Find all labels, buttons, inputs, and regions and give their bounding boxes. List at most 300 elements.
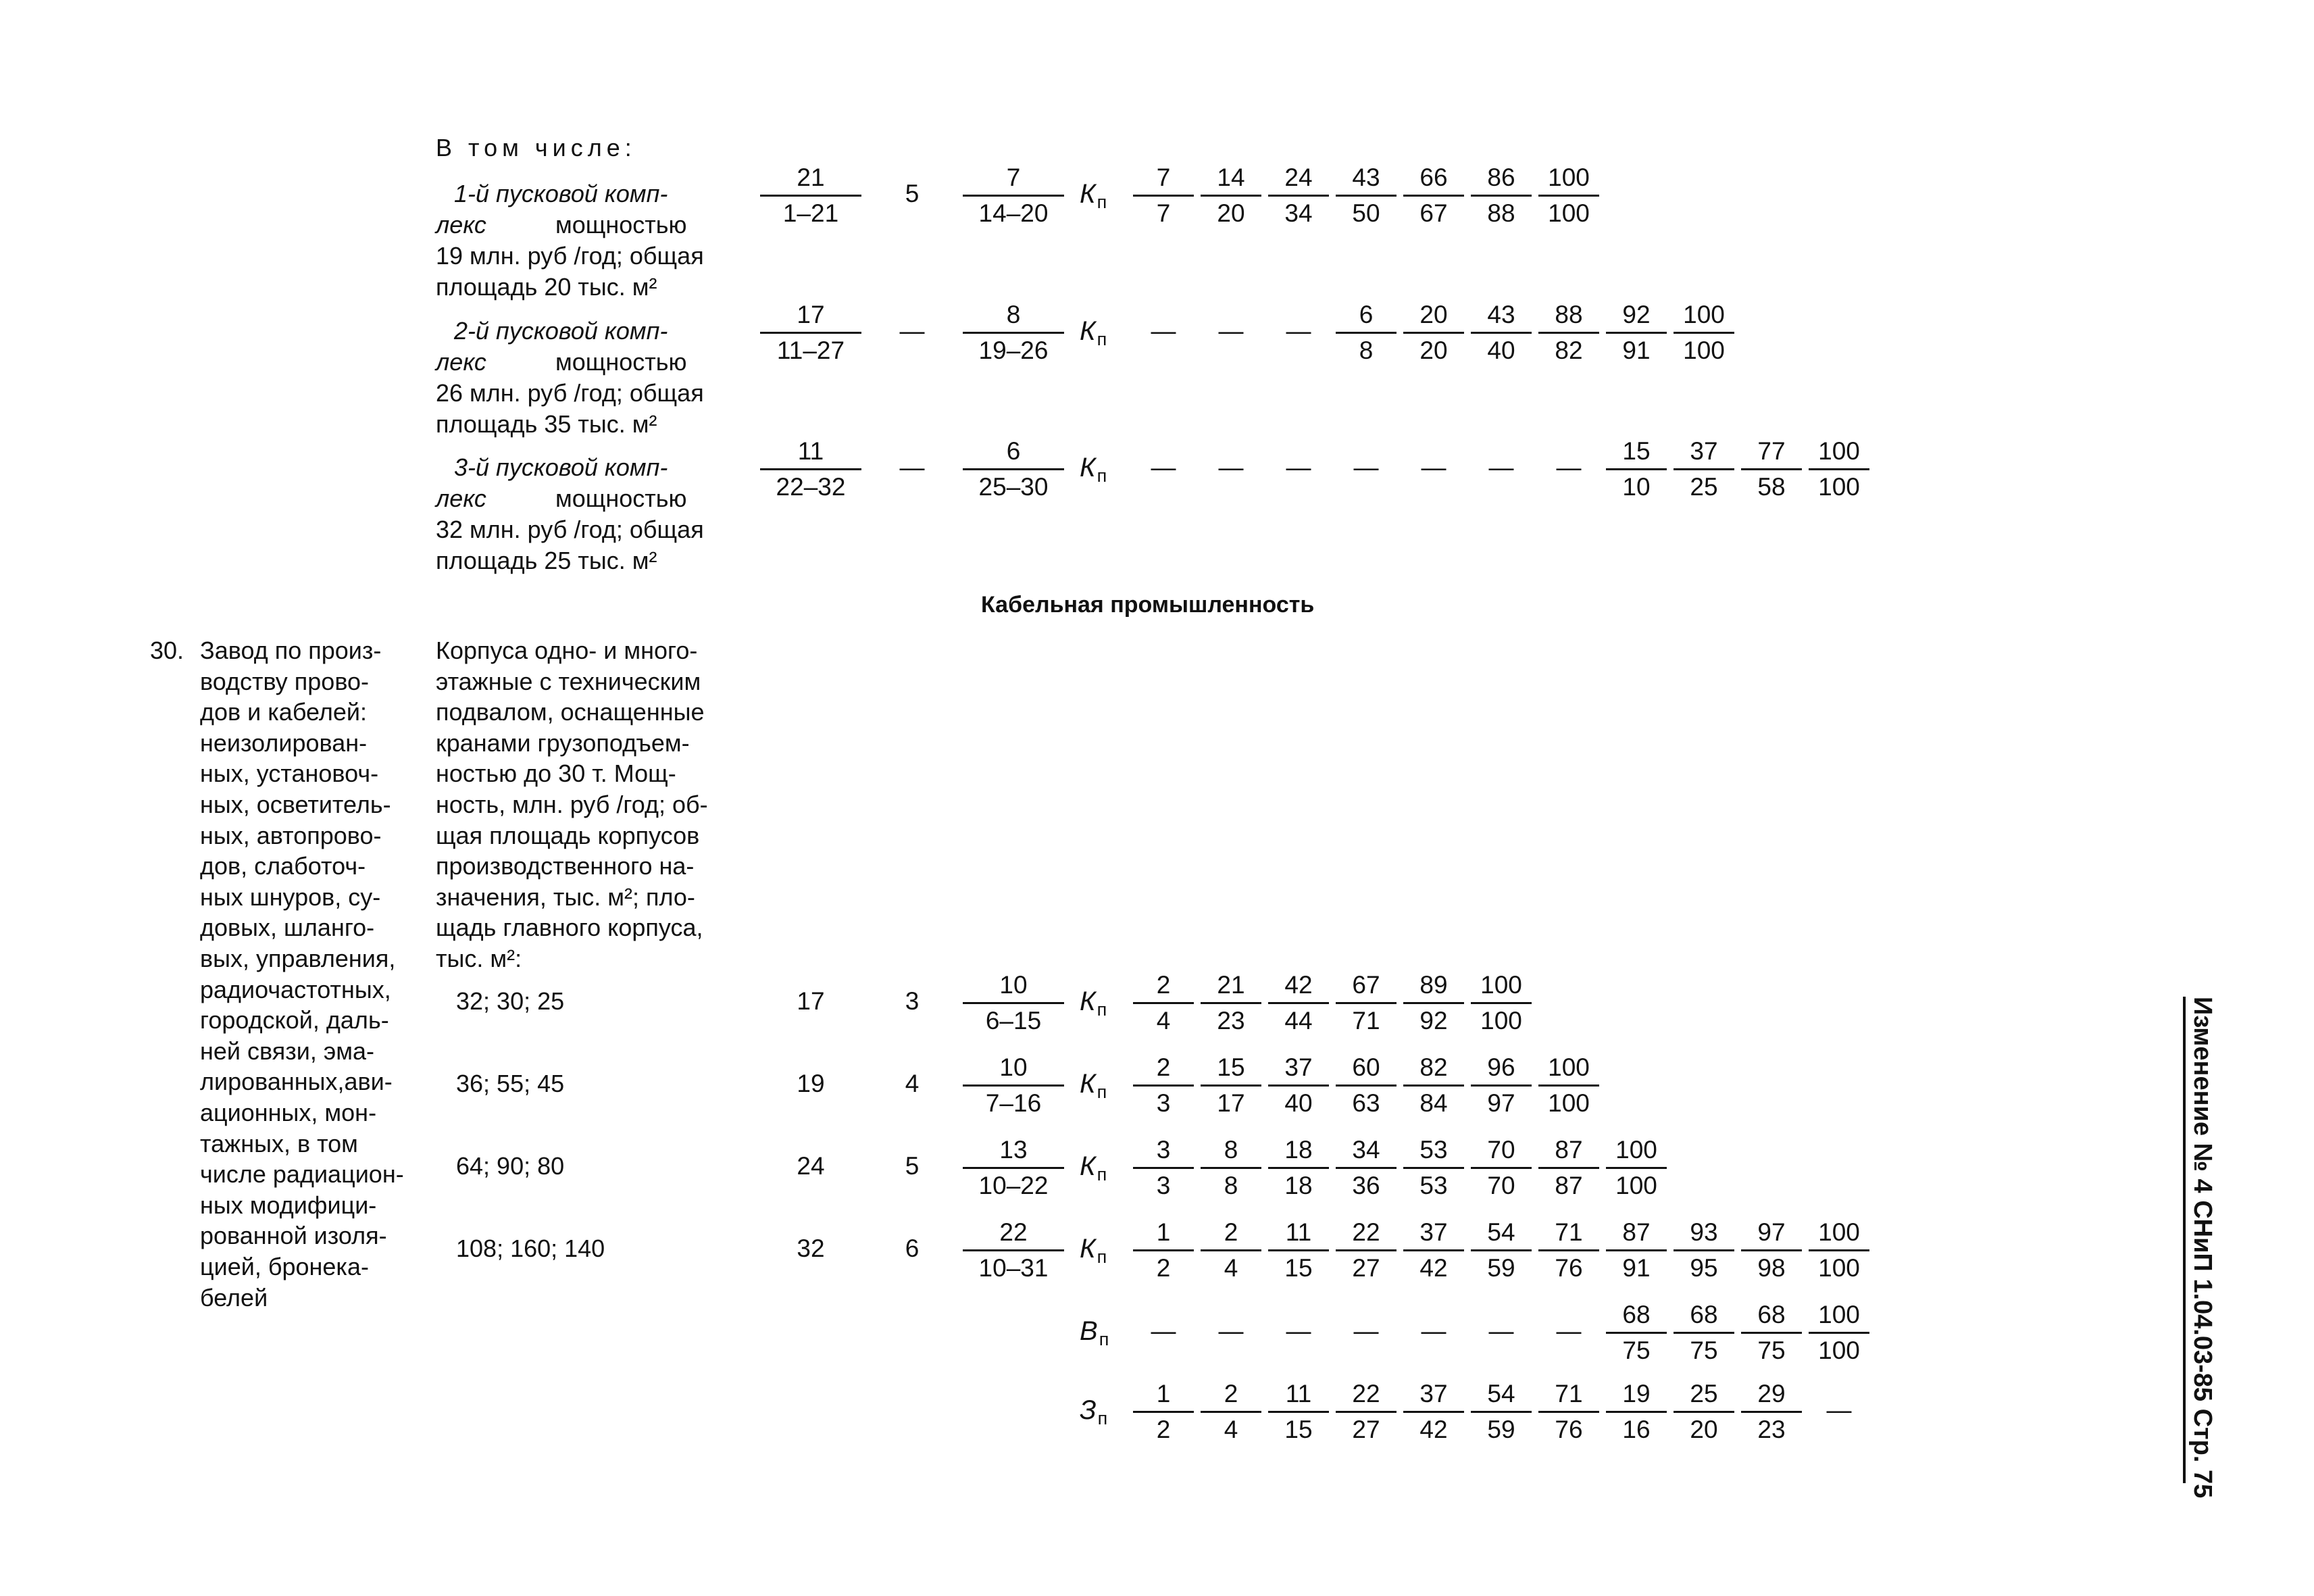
cell-fraction <box>1268 1052 1329 1119</box>
cell-fraction-numerator: 100 <box>1538 162 1599 197</box>
row-capacity-label: 32; 30; 25 <box>456 987 565 1015</box>
empty-cell: — <box>1218 317 1244 345</box>
item-number: 30. <box>150 637 184 664</box>
cell-fraction-denominator: 53 <box>1419 1172 1448 1199</box>
empty-cell: — <box>1218 453 1244 481</box>
section-line: 32 млн. руб /год; общая <box>436 516 704 543</box>
cell-fraction-numerator: 100 <box>1606 1134 1667 1169</box>
cell-fraction-denominator: 98 <box>1757 1254 1786 1282</box>
coef-kp: $К_п$ <box>1080 453 1107 486</box>
cell-fraction <box>1606 1217 1667 1284</box>
cell-fraction-numerator: 68 <box>1606 1299 1667 1334</box>
cell-fraction-denominator: 75 <box>1622 1337 1651 1364</box>
row-value-2: 6 <box>905 1235 920 1262</box>
item30-name-line: ных, осветитель- <box>200 791 391 818</box>
cell-fraction-numerator: 25 <box>1674 1378 1734 1413</box>
cell-fraction <box>1809 1299 1869 1366</box>
cell-fraction <box>1471 1052 1532 1119</box>
cell-fraction-denominator: 8 <box>1359 336 1374 364</box>
cell-fraction-numerator: 42 <box>1268 970 1329 1004</box>
cell-fraction-numerator: 93 <box>1674 1217 1734 1251</box>
row-value-2: 5 <box>905 1152 920 1180</box>
cell-fraction <box>1268 1134 1329 1201</box>
cell-fraction-numerator: 37 <box>1674 436 1734 470</box>
row-duration-frac-denominator: 10–31 <box>978 1254 1049 1282</box>
cell-fraction <box>1336 1052 1397 1119</box>
row-capacity-label: 108; 160; 140 <box>456 1235 605 1262</box>
row-duration-frac-numerator: 22 <box>963 1217 1064 1251</box>
row-duration-frac-denominator: 7–16 <box>985 1089 1042 1117</box>
item30-name-line: ных, автопрово- <box>200 821 382 849</box>
item30-name-line: рованной изоля- <box>200 1222 387 1250</box>
cell-fraction-denominator: 50 <box>1352 199 1380 227</box>
item30-name-line: неизолирован- <box>200 728 368 757</box>
section-title: 2-й пусковой комп- <box>454 317 668 345</box>
cell-fraction-numerator: 60 <box>1336 1052 1397 1087</box>
item30-name-line: ных, установоч- <box>200 759 379 788</box>
cell-fraction <box>1741 1217 1802 1284</box>
cell-fraction-denominator: 15 <box>1284 1416 1313 1443</box>
cell-fraction-denominator: 59 <box>1487 1254 1515 1282</box>
empty-cell: — <box>1353 1317 1379 1345</box>
cell-fraction <box>1538 162 1599 229</box>
cell-fraction <box>1606 299 1667 366</box>
cell-fraction-denominator: 27 <box>1352 1416 1380 1443</box>
item30-name-line: дов, слаботоч- <box>200 852 366 880</box>
cell-fraction-numerator: 20 <box>1403 299 1464 334</box>
cell-fraction-denominator: 44 <box>1284 1007 1313 1034</box>
coef-kp: $К_п$ <box>1080 1069 1107 1102</box>
cell-fraction-numerator: 2 <box>1201 1217 1261 1251</box>
cell-fraction-numerator: 66 <box>1403 162 1464 197</box>
cell-fraction-denominator: 63 <box>1352 1089 1380 1117</box>
section-frac-a-denominator: 11–27 <box>776 336 845 364</box>
item30-desc-line: этажные с техническим <box>436 667 701 695</box>
cell-fraction <box>1403 1378 1464 1445</box>
item30-name-line: цией, бронека- <box>200 1253 369 1280</box>
cell-fraction <box>1268 1217 1329 1284</box>
cell-fraction <box>1809 1217 1869 1284</box>
item30-name-line: ационных, мон- <box>200 1099 377 1126</box>
item30-desc-line: ность, млн. руб /год; об- <box>436 791 708 818</box>
cell-fraction-numerator: 2 <box>1133 970 1194 1004</box>
item30-name-line: городской, даль- <box>200 1006 389 1034</box>
cell-fraction-denominator: 71 <box>1352 1007 1380 1034</box>
cell-fraction <box>1741 1299 1802 1366</box>
item30-desc-line: производственного на- <box>436 852 695 880</box>
cell-fraction <box>1471 1217 1532 1284</box>
cell-fraction-denominator: 82 <box>1555 336 1583 364</box>
cell-fraction <box>1133 1217 1194 1284</box>
row-duration-frac <box>963 1052 1064 1119</box>
cell-fraction <box>1471 1134 1532 1201</box>
cell-fraction-numerator: 7 <box>1133 162 1194 197</box>
cell-fraction-denominator: 4 <box>1224 1416 1238 1443</box>
cell-fraction <box>1809 436 1869 503</box>
empty-cell: — <box>1421 453 1447 481</box>
cell-fraction-denominator: 100 <box>1818 1254 1860 1282</box>
coef-kp: $К_п$ <box>1080 1151 1107 1184</box>
cell-fraction-denominator: 97 <box>1487 1089 1515 1117</box>
cell-fraction-denominator: 100 <box>1615 1172 1657 1199</box>
cell-fraction-denominator: 18 <box>1284 1172 1313 1199</box>
section-frac-b <box>963 162 1064 229</box>
empty-cell: — <box>1218 1317 1244 1345</box>
section-line: лекс <box>436 484 486 512</box>
section-frac-b-denominator: 25–30 <box>978 473 1049 501</box>
section-frac-a-numerator: 11 <box>760 436 861 470</box>
item30-name-line: ней связи, эма- <box>200 1037 374 1065</box>
cell-fraction-denominator: 67 <box>1419 199 1448 227</box>
cell-fraction <box>1674 299 1734 366</box>
item30-name-line: ных модифици- <box>200 1191 377 1219</box>
cell-fraction-denominator: 92 <box>1419 1007 1448 1034</box>
empty-cell: — <box>1826 1396 1852 1424</box>
cell-fraction-denominator: 4 <box>1156 1007 1171 1034</box>
coef-bp-subscript: п <box>1099 1329 1109 1349</box>
cell-fraction-numerator: 22 <box>1336 1217 1397 1251</box>
cell-fraction-numerator: 100 <box>1809 436 1869 470</box>
section-frac-b-numerator: 7 <box>963 162 1064 197</box>
coef-kp-subscript: п <box>1097 466 1107 486</box>
cell-fraction <box>1336 970 1397 1037</box>
cell-fraction-numerator: 71 <box>1538 1217 1599 1251</box>
cell-fraction-numerator: 100 <box>1538 1052 1599 1087</box>
cell-fraction-numerator: 68 <box>1674 1299 1734 1334</box>
cable-industry-heading: Кабельная промышленность <box>981 592 1315 618</box>
cell-fraction-denominator: 88 <box>1487 199 1515 227</box>
section-line: мощностью <box>555 484 687 512</box>
cell-fraction <box>1538 1217 1599 1284</box>
item30-desc-line: подвалом, оснащенные <box>436 698 705 726</box>
cell-fraction-numerator: 19 <box>1606 1378 1667 1413</box>
cell-fraction <box>1133 1378 1194 1445</box>
section-frac-b-numerator: 6 <box>963 436 1064 470</box>
cell-fraction <box>1268 970 1329 1037</box>
section-frac-b-denominator: 19–26 <box>978 336 1049 364</box>
cell-fraction-denominator: 95 <box>1690 1254 1718 1282</box>
item30-name-line: лированных,ави- <box>200 1068 393 1096</box>
section-line: 19 млн. руб /год; общая <box>436 242 704 270</box>
section-frac-a <box>760 299 861 366</box>
item30-desc-line: кранами грузоподъем- <box>436 728 690 757</box>
cell-fraction-denominator: 42 <box>1419 1254 1448 1282</box>
row-duration-frac-numerator: 10 <box>963 970 1064 1004</box>
section-title: 1-й пусковой комп- <box>454 180 668 207</box>
item30-name-line: Завод по произ- <box>200 637 382 664</box>
cell-fraction <box>1403 1052 1464 1119</box>
cell-fraction-numerator: 29 <box>1741 1378 1802 1413</box>
cell-fraction <box>1403 1134 1464 1201</box>
section-frac-a-denominator: 1–21 <box>782 199 839 227</box>
coef-zp: $З_п$ <box>1080 1395 1108 1428</box>
cell-fraction-denominator: 25 <box>1690 473 1718 501</box>
empty-cell: — <box>1286 317 1311 345</box>
section-frac-b-denominator: 14–20 <box>978 199 1049 227</box>
cell-fraction-numerator: 54 <box>1471 1378 1532 1413</box>
cell-fraction-denominator: 36 <box>1352 1172 1380 1199</box>
item30-name-line: водству прово- <box>200 667 370 695</box>
cell-fraction-denominator: 40 <box>1487 336 1515 364</box>
cell-fraction-denominator: 3 <box>1156 1089 1171 1117</box>
cell-fraction <box>1336 299 1397 366</box>
cell-fraction-numerator: 37 <box>1403 1378 1464 1413</box>
row-duration-frac <box>963 1134 1064 1201</box>
cell-fraction-denominator: 4 <box>1224 1254 1238 1282</box>
row-duration-frac-numerator: 13 <box>963 1134 1064 1169</box>
empty-cell: — <box>1151 453 1176 481</box>
cell-fraction <box>1133 1134 1194 1201</box>
cell-fraction-numerator: 89 <box>1403 970 1464 1004</box>
cell-fraction-denominator: 70 <box>1487 1172 1515 1199</box>
cell-fraction-denominator: 8 <box>1224 1172 1238 1199</box>
coef-kp-subscript: п <box>1097 1082 1107 1102</box>
cell-fraction <box>1403 162 1464 229</box>
cell-fraction <box>1674 1378 1734 1445</box>
cell-fraction <box>1471 299 1532 366</box>
empty-cell: — <box>1151 317 1176 345</box>
cell-fraction <box>1336 1217 1397 1284</box>
coef-kp-subscript: п <box>1097 329 1107 349</box>
section-frac-b <box>963 299 1064 366</box>
cell-fraction-numerator: 15 <box>1201 1052 1261 1087</box>
cell-fraction <box>1201 1052 1261 1119</box>
item30-desc-line: тыс. м²: <box>436 945 522 972</box>
cell-fraction <box>1674 1217 1734 1284</box>
cell-fraction-numerator: 34 <box>1336 1134 1397 1169</box>
cell-fraction-numerator: 24 <box>1268 162 1329 197</box>
row-value-1: 32 <box>797 1235 825 1262</box>
cell-fraction <box>1403 299 1464 366</box>
cell-fraction-denominator: 16 <box>1622 1416 1651 1443</box>
cell-fraction-denominator: 87 <box>1555 1172 1583 1199</box>
cell-fraction-numerator: 43 <box>1471 299 1532 334</box>
cell-fraction <box>1201 162 1261 229</box>
row-value-1: 17 <box>797 987 825 1015</box>
cell-fraction-numerator: 68 <box>1741 1299 1802 1334</box>
cell-fraction-numerator: 37 <box>1403 1217 1464 1251</box>
cell-fraction-numerator: 70 <box>1471 1134 1532 1169</box>
cell-fraction-numerator: 54 <box>1471 1217 1532 1251</box>
row-capacity-label: 36; 55; 45 <box>456 1070 565 1097</box>
cell-fraction <box>1133 970 1194 1037</box>
cell-fraction-numerator: 3 <box>1133 1134 1194 1169</box>
cell-fraction-numerator: 18 <box>1268 1134 1329 1169</box>
empty-cell: — <box>1353 453 1379 481</box>
row-duration-frac-denominator: 10–22 <box>978 1172 1049 1199</box>
cell-fraction-numerator: 88 <box>1538 299 1599 334</box>
cell-fraction-numerator: 15 <box>1606 436 1667 470</box>
cell-fraction-numerator: 21 <box>1201 970 1261 1004</box>
item30-name-line: белей <box>200 1283 268 1312</box>
section-frac-a <box>760 436 861 503</box>
coef-kp: $К_п$ <box>1080 316 1107 349</box>
section-line: мощностью <box>555 348 687 376</box>
cell-fraction-numerator: 87 <box>1606 1217 1667 1251</box>
row-duration-frac-denominator: 6–15 <box>985 1007 1042 1034</box>
cell-fraction-numerator: 53 <box>1403 1134 1464 1169</box>
cell-fraction-numerator: 96 <box>1471 1052 1532 1087</box>
section-col2: — <box>899 453 925 481</box>
cell-fraction <box>1336 1378 1397 1445</box>
cell-fraction-denominator: 20 <box>1419 336 1448 364</box>
item30-desc-line: ностью до 30 т. Мощ- <box>436 759 676 788</box>
empty-cell: — <box>1488 453 1514 481</box>
cell-fraction-numerator: 37 <box>1268 1052 1329 1087</box>
cell-fraction <box>1741 436 1802 503</box>
cell-fraction-numerator: 6 <box>1336 299 1397 334</box>
cell-fraction-denominator: 10 <box>1622 473 1651 501</box>
item30-name-line: числе радиацион- <box>200 1160 404 1189</box>
cell-fraction <box>1133 1052 1194 1119</box>
intro-label: В том числе: <box>436 134 636 161</box>
section-line: площадь 25 тыс. м² <box>436 547 657 574</box>
cell-fraction <box>1538 1378 1599 1445</box>
cell-fraction-denominator: 17 <box>1217 1089 1245 1117</box>
empty-cell: — <box>1488 1317 1514 1345</box>
section-line: площадь 20 тыс. м² <box>436 273 657 301</box>
cell-fraction-numerator: 77 <box>1741 436 1802 470</box>
cell-fraction <box>1741 1378 1802 1445</box>
cell-fraction-denominator: 59 <box>1487 1416 1515 1443</box>
section-col2: 5 <box>905 180 920 207</box>
empty-cell: — <box>1556 453 1582 481</box>
cell-fraction-denominator: 100 <box>1548 1089 1590 1117</box>
section-col2: — <box>899 317 925 345</box>
cell-fraction-denominator: 84 <box>1419 1089 1448 1117</box>
cell-fraction-numerator: 2 <box>1201 1378 1261 1413</box>
cell-fraction <box>1268 162 1329 229</box>
cell-fraction-denominator: 23 <box>1757 1416 1786 1443</box>
cell-fraction <box>1471 970 1532 1037</box>
cell-fraction <box>1403 970 1464 1037</box>
section-frac-b <box>963 436 1064 503</box>
cell-fraction-denominator: 20 <box>1217 199 1245 227</box>
coef-kp-subscript: п <box>1097 1164 1107 1184</box>
cell-fraction-denominator: 20 <box>1690 1416 1718 1443</box>
cell-fraction <box>1403 1217 1464 1284</box>
item30-desc-line: щадь главного корпуса, <box>436 914 703 942</box>
coef-kp-subscript: п <box>1097 192 1107 212</box>
item30-desc-line: щая площадь корпусов <box>436 821 700 849</box>
cell-fraction-denominator: 100 <box>1683 336 1725 364</box>
section-title: 3-й пусковой комп- <box>454 453 668 481</box>
cell-fraction-numerator: 100 <box>1809 1217 1869 1251</box>
cell-fraction-numerator: 71 <box>1538 1378 1599 1413</box>
section-frac-b-numerator: 8 <box>963 299 1064 334</box>
empty-cell: — <box>1151 1317 1176 1345</box>
item30-name-line: дов и кабелей: <box>200 698 368 726</box>
cell-fraction <box>1606 1134 1667 1201</box>
empty-cell: — <box>1286 1317 1311 1345</box>
row-capacity-label: 64; 90; 80 <box>456 1152 565 1180</box>
cell-fraction <box>1336 1134 1397 1201</box>
cell-fraction-numerator: 87 <box>1538 1134 1599 1169</box>
cell-fraction-numerator: 86 <box>1471 162 1532 197</box>
row-value-2: 3 <box>905 987 920 1015</box>
side-page-note: Изменение № 4 СНиП 1.04.03-85 Стр. 75 <box>2183 997 2219 1483</box>
cell-fraction-denominator: 76 <box>1555 1254 1583 1282</box>
cell-fraction-numerator: 2 <box>1133 1052 1194 1087</box>
cell-fraction-denominator: 75 <box>1757 1337 1786 1364</box>
cell-fraction-numerator: 1 <box>1133 1217 1194 1251</box>
cell-fraction <box>1201 1134 1261 1201</box>
cell-fraction <box>1674 436 1734 503</box>
coef-kp: $К_п$ <box>1080 1234 1107 1267</box>
empty-cell: — <box>1421 1317 1447 1345</box>
cell-fraction-numerator: 100 <box>1471 970 1532 1004</box>
cell-fraction-denominator: 76 <box>1555 1416 1583 1443</box>
section-line: лекс <box>436 348 486 376</box>
cell-fraction-numerator: 1 <box>1133 1378 1194 1413</box>
item30-desc-line: Корпуса одно- и много- <box>436 637 698 664</box>
cell-fraction-denominator: 2 <box>1156 1254 1171 1282</box>
item30-name-line: радиочастотных, <box>200 975 391 1003</box>
row-duration-frac <box>963 1217 1064 1284</box>
cell-fraction-numerator: 67 <box>1336 970 1397 1004</box>
empty-cell: — <box>1556 1317 1582 1345</box>
cell-fraction-numerator: 100 <box>1674 299 1734 334</box>
cell-fraction-numerator: 82 <box>1403 1052 1464 1087</box>
cell-fraction <box>1471 1378 1532 1445</box>
cell-fraction <box>1201 970 1261 1037</box>
cell-fraction-numerator: 22 <box>1336 1378 1397 1413</box>
coef-bp: $В_п$ <box>1080 1316 1109 1349</box>
empty-cell: — <box>1286 453 1311 481</box>
coef-kp: $К_п$ <box>1080 179 1107 212</box>
cell-fraction-denominator: 3 <box>1156 1172 1171 1199</box>
coef-kp: $К_п$ <box>1080 987 1107 1020</box>
cell-fraction <box>1606 436 1667 503</box>
cell-fraction-numerator: 43 <box>1336 162 1397 197</box>
cell-fraction <box>1606 1378 1667 1445</box>
cell-fraction-denominator: 15 <box>1284 1254 1313 1282</box>
cell-fraction <box>1538 1134 1599 1201</box>
row-duration-frac <box>963 970 1064 1037</box>
cell-fraction-denominator: 100 <box>1548 199 1590 227</box>
section-frac-a <box>760 162 861 229</box>
cell-fraction-denominator: 91 <box>1622 1254 1651 1282</box>
cell-fraction <box>1268 1378 1329 1445</box>
coef-kp-subscript: п <box>1097 999 1107 1020</box>
cell-fraction-denominator: 7 <box>1156 199 1171 227</box>
cell-fraction-denominator: 34 <box>1284 199 1313 227</box>
cell-fraction-denominator: 100 <box>1480 1007 1522 1034</box>
cell-fraction <box>1201 1378 1261 1445</box>
section-frac-a-denominator: 22–32 <box>776 473 846 501</box>
cell-fraction <box>1538 299 1599 366</box>
cell-fraction-denominator: 42 <box>1419 1416 1448 1443</box>
item30-name-line: тажных, в том <box>200 1129 358 1157</box>
section-line: лекс <box>436 211 486 239</box>
cell-fraction-denominator: 2 <box>1156 1416 1171 1443</box>
cell-fraction-denominator: 91 <box>1622 336 1651 364</box>
cell-fraction-denominator: 27 <box>1352 1254 1380 1282</box>
cell-fraction <box>1133 162 1194 229</box>
cell-fraction-denominator: 40 <box>1284 1089 1313 1117</box>
cell-fraction <box>1471 162 1532 229</box>
cell-fraction-denominator: 58 <box>1757 473 1786 501</box>
row-value-1: 19 <box>797 1070 825 1097</box>
row-duration-frac-numerator: 10 <box>963 1052 1064 1087</box>
item30-desc-line: значения, тыс. м²; пло- <box>436 882 695 911</box>
row-value-1: 24 <box>797 1152 825 1180</box>
cell-fraction-denominator: 75 <box>1690 1337 1718 1364</box>
cell-fraction-numerator: 97 <box>1741 1217 1802 1251</box>
cell-fraction-denominator: 100 <box>1818 473 1860 501</box>
section-line: мощностью <box>555 211 687 239</box>
coef-kp-subscript: п <box>1097 1247 1107 1267</box>
